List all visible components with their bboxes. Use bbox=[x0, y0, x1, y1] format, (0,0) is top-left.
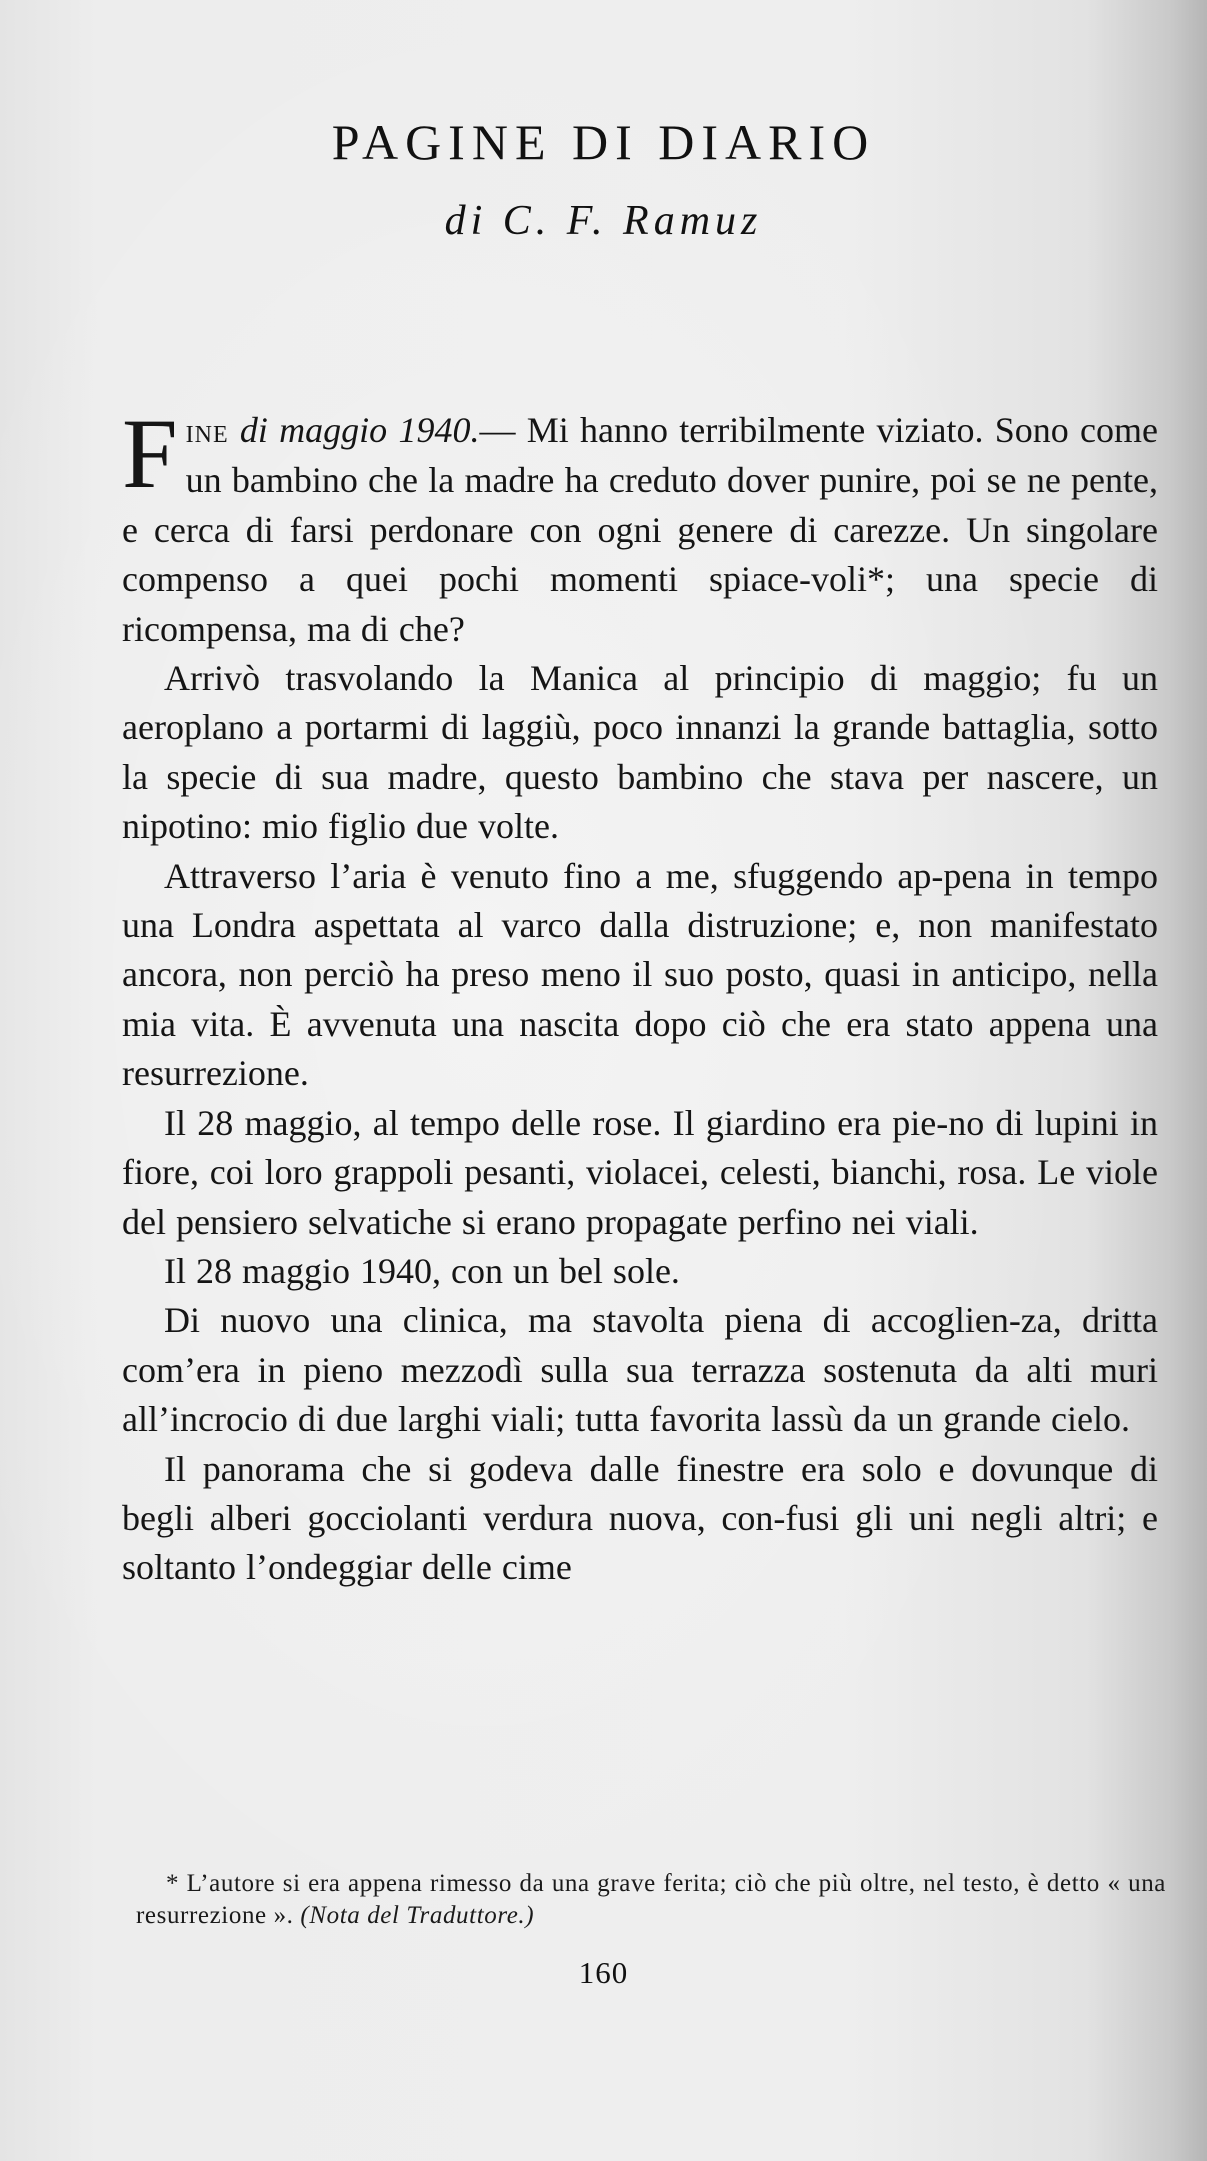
diary-date: di maggio 1940. bbox=[228, 410, 480, 450]
paragraph-1-text: — Mi hanno terribilmente viziato. Sono come un bambino che la madre ha creduto dover punire, poi se ne pente, e cerca di farsi perdonare con ogni genere di carezze. Un singolare compenso a quei pochi momenti spiace-voli*; una specie di ricompensa, ma di che? bbox=[122, 410, 1158, 649]
drop-cap: F bbox=[122, 398, 178, 509]
footnote-paragraph bbox=[136, 1868, 1166, 1932]
paragraph-2: Arrivò trasvolando la Manica al principio di maggio; fu un aeroplano a portarmi di laggiù, poco innanzi la grande battaglia, sotto la specie di sua madre, questo bambino che stava per nascere, un nipotino: mio figlio due volte. bbox=[122, 658, 1158, 847]
author-line: di C. F. Ramuz bbox=[444, 198, 763, 244]
paragraph-7: Il panorama che si godeva dalle finestre era solo e dovunque di begli alberi gocciolanti verdura nuova, con-fusi gli uni negli altri; e soltanto l’ondeggiar delle cime bbox=[122, 1448, 1158, 1588]
opening-smallcaps: ine bbox=[185, 413, 229, 450]
translator-note: (Nota del Traduttore.) bbox=[300, 1902, 535, 1929]
page-number: 160 bbox=[578, 1955, 629, 1990]
page-title: PAGINE DI DIARIO bbox=[331, 114, 876, 170]
paragraph-1 bbox=[122, 398, 1158, 654]
paragraph-5: Il 28 maggio 1940, con un bel sole. bbox=[164, 1250, 680, 1291]
paragraph-6: Di nuovo una clinica, ma stavolta piena di accoglien-za, dritta com’era in pieno mezzodì sulla sua terrazza sostenuta da alti muri all’incrocio di due larghi viali; tutta favorita lassù da un grande cielo. bbox=[122, 1300, 1158, 1440]
paragraph-4: Il 28 maggio, al tempo delle rose. Il giardino era pie-no di lupini in fiore, coi loro grappoli pesanti, violacei, celesti, bianchi, rosa. Le viole del pensiero selvatiche si erano propagate perfino nei viali. bbox=[122, 1102, 1158, 1242]
paragraph-3: Attraverso l’aria è venuto fino a me, sfuggendo ap-pena in tempo una Londra aspettata al varco dalla distruzione; e, non manifestato ancora, non perciò ha preso meno il suo posto, quasi in anticipo, nella mia vita. È avvenuta una nascita dopo ciò che era stato appena una resurrezione. bbox=[122, 855, 1158, 1094]
footnote-text: * L’autore si era appena rimesso da una grave ferita; ciò che più oltre, nel testo, è detto « una resurrezione ». bbox=[136, 1870, 1166, 1929]
footnote bbox=[136, 1868, 1166, 1932]
body-text bbox=[122, 398, 1158, 1593]
